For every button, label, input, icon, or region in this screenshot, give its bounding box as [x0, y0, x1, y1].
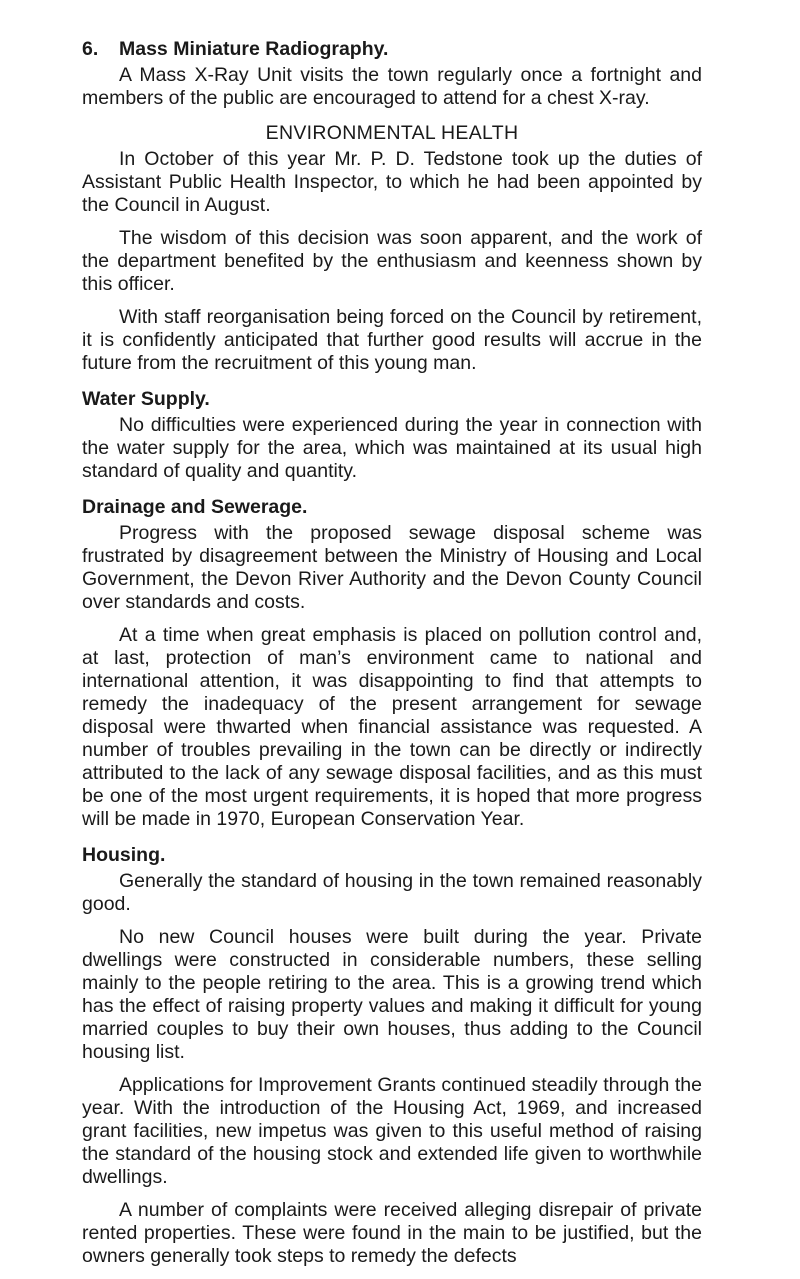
- paragraph-mmr-1: A Mass X-Ray Unit visits the town regularly once a fortnight and members of the public are encouraged to attend for a chest X-ray.: [82, 64, 702, 109]
- section-heading-mass-radiography: [82, 38, 702, 61]
- housing-heading: Housing.: [82, 844, 166, 866]
- paragraph-housing-3: Applications for Improvement Grants continued steadily through the year. With the introduction of the Housing Act, 1969, and increased grant facilities, new impetus was given to this useful method of raising the standard of the housing stock and extended life given to worthwhile dwellings.: [82, 1074, 702, 1188]
- water-supply-heading: Water Supply.: [82, 388, 210, 410]
- paragraph-env-3: With staff reorganisation being forced on the Council by retirement, it is confidently anticipated that further good results will accrue in the future from the recruitment of this young man.: [82, 306, 702, 374]
- section-number: 6.: [82, 38, 99, 60]
- paragraph-env-1: In October of this year Mr. P. D. Tedstone took up the duties of Assistant Public Health Inspector, to which he had been appointed by the Council in August.: [82, 148, 702, 216]
- paragraph-housing-4: A number of complaints were received alleging disrepair of private rented properties. These were found in the main to be justified, but the owners generally took steps to remedy the defects: [82, 1199, 702, 1267]
- document-page: [82, 38, 702, 1268]
- paragraph-env-2: The wisdom of this decision was soon apparent, and the work of the department benefited by the enthusiasm and keenness shown by this officer.: [82, 227, 702, 295]
- drainage-sewerage-heading: Drainage and Sewerage.: [82, 496, 308, 518]
- paragraph-drainage-1: Progress with the proposed sewage disposal scheme was frustrated by disagreement between the Ministry of Housing and Local Government, the Devon River Authority and the Devon County Council over standards and costs.: [82, 522, 702, 613]
- paragraph-housing-2: No new Council houses were built during the year. Private dwellings were constructed in considerable numbers, these selling mainly to the people retiring to the area. This is a growing trend which has the effect of raising property values and making it difficult for young married couples to buy their own houses, thus adding to the Council housing list.: [82, 926, 702, 1063]
- paragraph-water-1: No difficulties were experienced during the year in connection with the water supply for the area, which was maintained at its usual high standard of quality and quantity.: [82, 414, 702, 482]
- paragraph-drainage-2: At a time when great emphasis is placed on pollution control and, at last, protection of man’s environment came to national and international attention, it was disappointing to find that attempts to remedy the inadequacy of the present arrangement for sewage disposal were thwarted when financial assistance was requested. A number of troubles prevailing in the town can be directly or indirectly attributed to the lack of any sewage disposal facilities, and as this must be one of the most urgent requirements, it is hoped that more progress will be made in 1970, European Conservation Year.: [82, 624, 702, 830]
- section-heading-text: Mass Miniature Radiography.: [119, 38, 389, 60]
- paragraph-housing-1: Generally the standard of housing in the town remained reasonably good.: [82, 870, 702, 915]
- environmental-health-title: ENVIRONMENTAL HEALTH: [265, 122, 519, 144]
